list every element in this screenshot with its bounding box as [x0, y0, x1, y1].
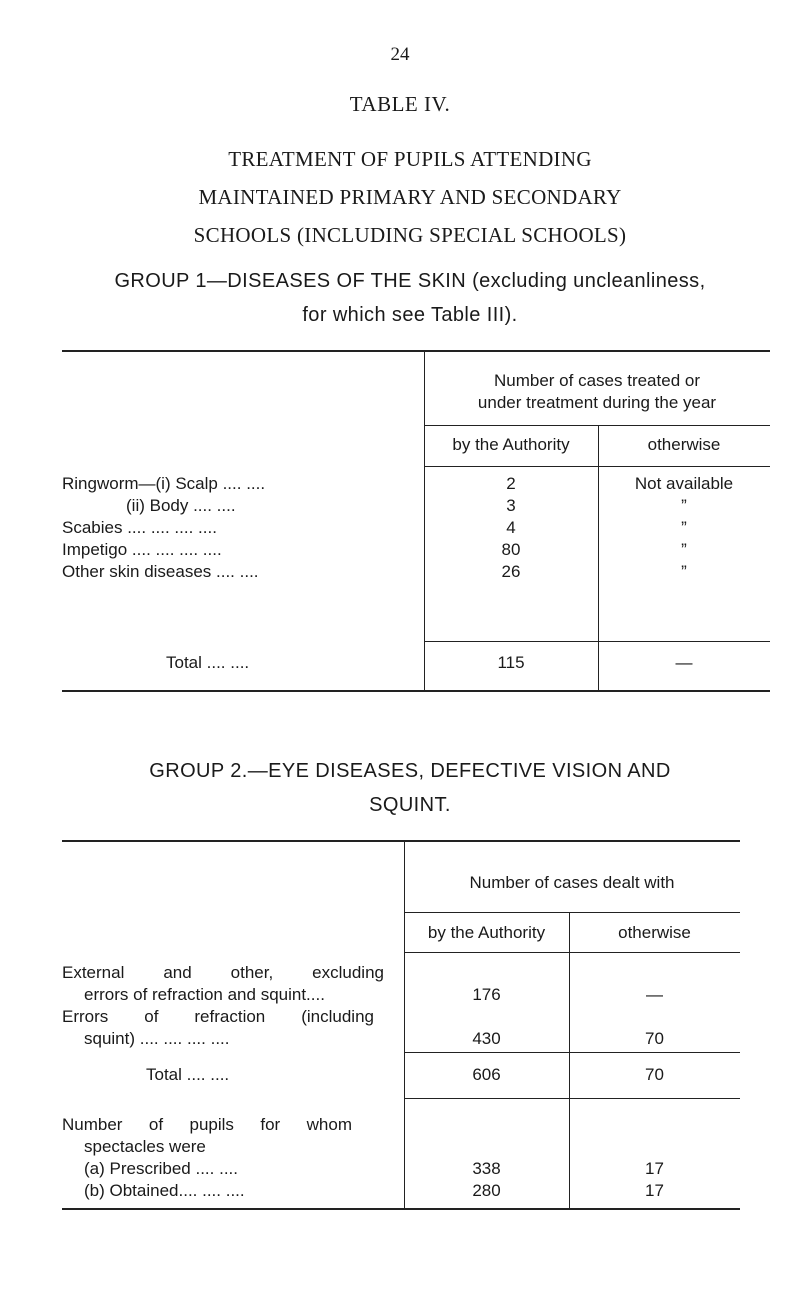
main-heading — [60, 140, 760, 254]
col-authority-header: by the Authority — [427, 923, 546, 942]
value-authority: 26 — [501, 562, 521, 581]
value-authority: 338 — [472, 1159, 501, 1178]
row-label-other-skin: Other skin diseases .... .... — [62, 562, 259, 581]
row-label-refraction — [62, 1006, 402, 1050]
row-label-impetigo: Impetigo .... .... .... .... — [62, 540, 222, 559]
total-top-rule — [404, 1052, 740, 1053]
value-otherwise: ” — [681, 496, 687, 515]
heading-line: TREATMENT OF PUPILS ATTENDING — [228, 147, 592, 171]
table-bottom-rule — [62, 1208, 740, 1210]
value-authority: 4 — [506, 518, 516, 537]
total-otherwise: 70 — [645, 1065, 664, 1084]
row-label-ringworm-scalp: Ringworm—(i) Scalp .... .... — [62, 474, 266, 493]
row-label-prescribed: (a) Prescribed .... .... — [84, 1159, 238, 1178]
value-otherwise: — — [646, 985, 663, 1004]
row-label-line: Errors of refraction (including — [62, 1007, 374, 1026]
table-top-rule — [62, 350, 770, 352]
table-title: TABLE IV. — [349, 92, 451, 116]
row-label-scabies: Scabies .... .... .... .... — [62, 518, 217, 537]
header-rule — [424, 425, 770, 426]
group1-title-line: for which see Table III). — [302, 304, 518, 326]
group2-title-line: SQUINT. — [369, 794, 451, 816]
value-authority: 176 — [472, 985, 501, 1004]
value-otherwise: ” — [681, 518, 687, 537]
spectacles-label — [62, 1114, 402, 1158]
heading-line: MAINTAINED PRIMARY AND SECONDARY — [198, 185, 622, 209]
total-label: Total .... .... — [166, 653, 250, 672]
total-authority: 606 — [472, 1065, 501, 1084]
header-main — [424, 370, 770, 414]
group2-title-line: GROUP 2.—EYE DISEASES, DEFECTIVE VISION AND — [149, 760, 671, 782]
col-otherwise-header: otherwise — [647, 435, 721, 454]
group1-title-line: GROUP 1—DISEASES OF THE SKIN (excluding uncleanliness, — [114, 270, 706, 292]
row-label-line: errors of refraction and squint.... — [84, 985, 325, 1004]
value-otherwise: 17 — [645, 1181, 664, 1200]
value-authority: 430 — [472, 1029, 501, 1048]
header-bottom-rule — [404, 952, 740, 953]
row-label-external — [62, 962, 402, 1006]
spectacles-label-line: spectacles were — [84, 1137, 206, 1156]
value-authority: 280 — [472, 1181, 501, 1200]
value-otherwise: Not available — [634, 474, 734, 493]
row-label-line: squint) .... .... .... .... — [84, 1029, 230, 1048]
total-otherwise: — — [675, 653, 693, 672]
col-otherwise-header: otherwise — [618, 923, 691, 942]
page-number: 24 — [390, 44, 410, 65]
value-authority: 2 — [506, 474, 516, 493]
total-bottom-rule — [404, 1098, 740, 1099]
value-otherwise: ” — [681, 562, 687, 581]
value-otherwise: 70 — [645, 1029, 664, 1048]
header-main-line: Number of cases treated or — [494, 371, 700, 390]
table-top-rule — [62, 840, 740, 842]
spectacles-label-line: Number of pupils for whom — [62, 1115, 352, 1134]
header-rule — [404, 912, 740, 913]
row-label-obtained: (b) Obtained.... .... .... — [84, 1181, 245, 1200]
group2-title — [40, 754, 780, 822]
value-authority: 80 — [501, 540, 521, 559]
header-main-line: under treatment during the year — [477, 393, 717, 412]
value-otherwise: 17 — [645, 1159, 664, 1178]
table-bottom-rule — [62, 690, 770, 692]
row-label-ringworm-body: (ii) Body .... .... — [126, 496, 236, 515]
value-otherwise: ” — [681, 540, 687, 559]
col-authority-header: by the Authority — [452, 435, 570, 454]
column-rule — [404, 840, 405, 1208]
value-authority: 3 — [506, 496, 516, 515]
row-label-line: External and other, excluding — [62, 963, 384, 982]
heading-line: SCHOOLS (INCLUDING SPECIAL SCHOOLS) — [193, 223, 627, 247]
group1-title — [40, 264, 780, 332]
header-bottom-rule — [424, 466, 770, 467]
header-main: Number of cases dealt with — [469, 873, 675, 892]
total-label: Total .... .... — [146, 1065, 230, 1084]
total-authority: 115 — [497, 653, 525, 672]
total-rule — [424, 641, 770, 642]
